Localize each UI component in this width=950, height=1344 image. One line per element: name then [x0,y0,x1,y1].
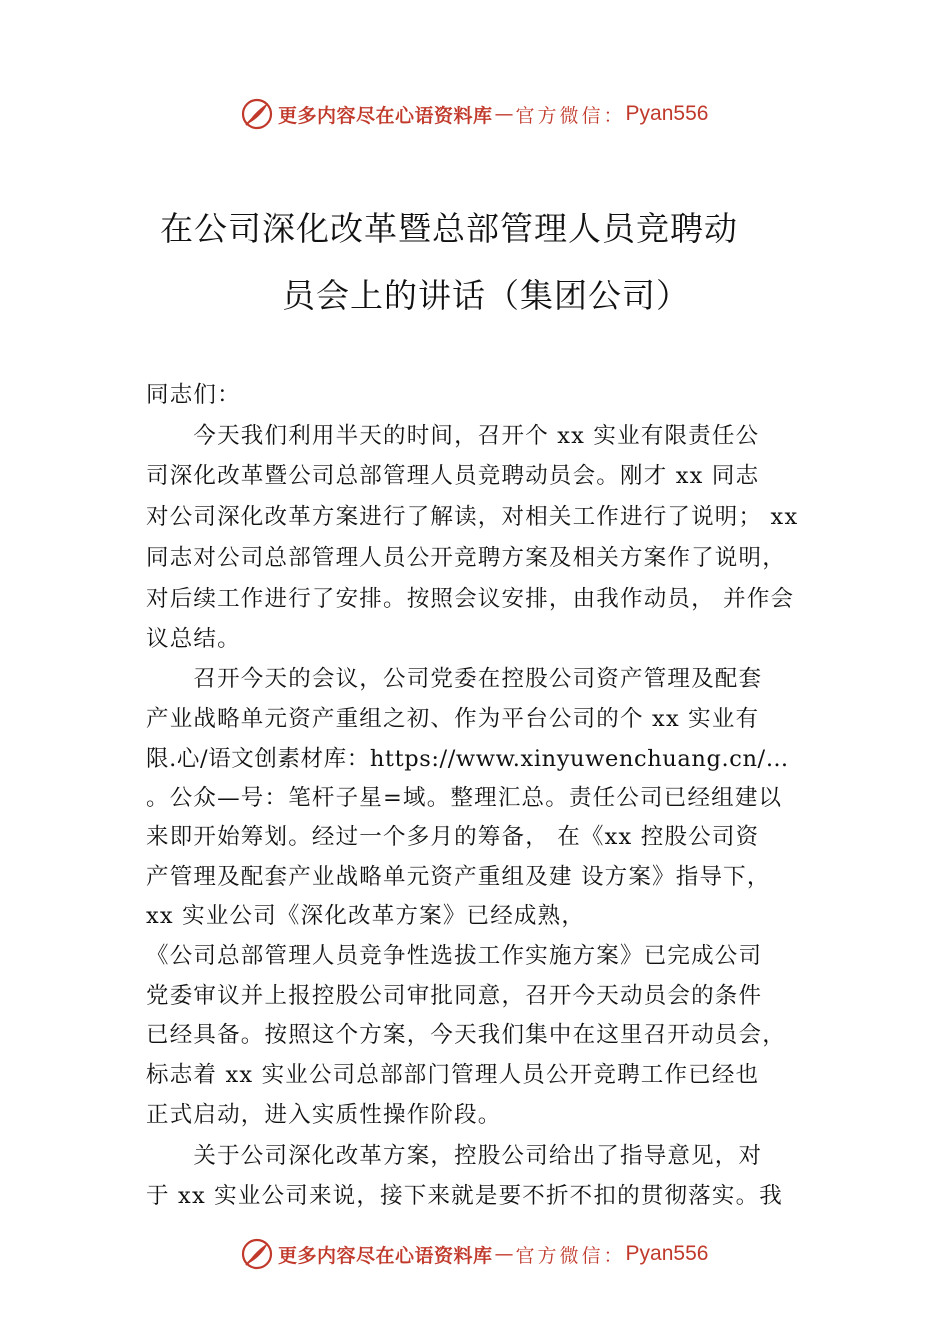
banner-wechat-id: Pyan556 [625,1242,709,1265]
body-line: 《公司总部管理人员竞争性选拔工作实施方案》已完成公司 [146,943,763,969]
body-line: 召开今天的会议，公司党委在控股公司资产管理及配套 [146,666,763,692]
body-line: 。公众—号：笔杆子星=域。整理汇总。责任公司已经组建以 [146,785,783,811]
body-line: 于 xx 实业公司来说，接下来就是要不折不扣的贯彻落实。我 [146,1183,783,1209]
body-line: 党委审议并上报控股公司审批同意，召开今天动员会的条件 [146,983,763,1009]
header-banner [240,94,708,134]
banner-slogan: 更多内容尽在心语资料库 [278,1244,493,1267]
banner-dash: — [494,1243,514,1265]
body-line: 产业战略单元资产重组之初、作为平台公司的个 xx 实业有 [146,706,760,732]
banner-dash: — [494,103,514,125]
document-title-line-1: 在公司深化改革暨总部管理人员竞聘动 [160,209,738,248]
body-line: 标志着 xx 实业公司总部部门管理人员公开竞聘工作已经也 [146,1062,760,1088]
body-line: 对后续工作进行了安排。按照会议安排，由我作动员， 并作会 [146,586,795,612]
banner-slogan: 更多内容尽在心语资料库 [278,104,493,127]
quill-logo-icon [240,97,274,131]
body-line: 司深化改革暨公司总部管理人员竞聘动员会。刚才 xx 同志 [146,463,760,489]
banner-wechat-label: 官方微信： [515,104,626,127]
body-line: 今天我们利用半天的时间，召开个 xx 实业有限责任公 [146,423,760,449]
body-line: 关于公司深化改革方案，控股公司给出了指导意见，对 [146,1143,763,1169]
banner-wechat-id: Pyan556 [625,102,709,125]
footer-banner [240,1234,708,1274]
banner-wechat-label: 官方微信： [515,1244,626,1267]
body-line: 来即开始筹划。经过一个多月的筹备， 在《xx 控股公司资 [146,824,760,850]
body-line: 对公司深化改革方案进行了解读，对相关工作进行了说明； xx [146,504,799,530]
body-line: 产管理及配套产业战略单元资产重组及建 设方案》指导下， [146,864,771,890]
body-line: 同志们： [146,382,241,408]
body-line: 已经具备。按照这个方案，今天我们集中在这里召开动员会， [146,1022,786,1048]
body-line: 议总结。 [146,626,241,652]
body-line: 限.心/语文创素材库：https://www.xinyuwenchuang.cn/… [146,746,789,772]
body-line: 同志对公司总部管理人员公开竞聘方案及相关方案作了说明， [146,545,786,571]
quill-logo-icon [240,1237,274,1271]
body-line: xx 实业公司《深化改革方案》已经成熟， [146,903,586,929]
body-line: 正式启动，进入实质性操作阶段。 [146,1102,502,1128]
document-title-line-2: 员会上的讲话（集团公司） [282,276,690,315]
